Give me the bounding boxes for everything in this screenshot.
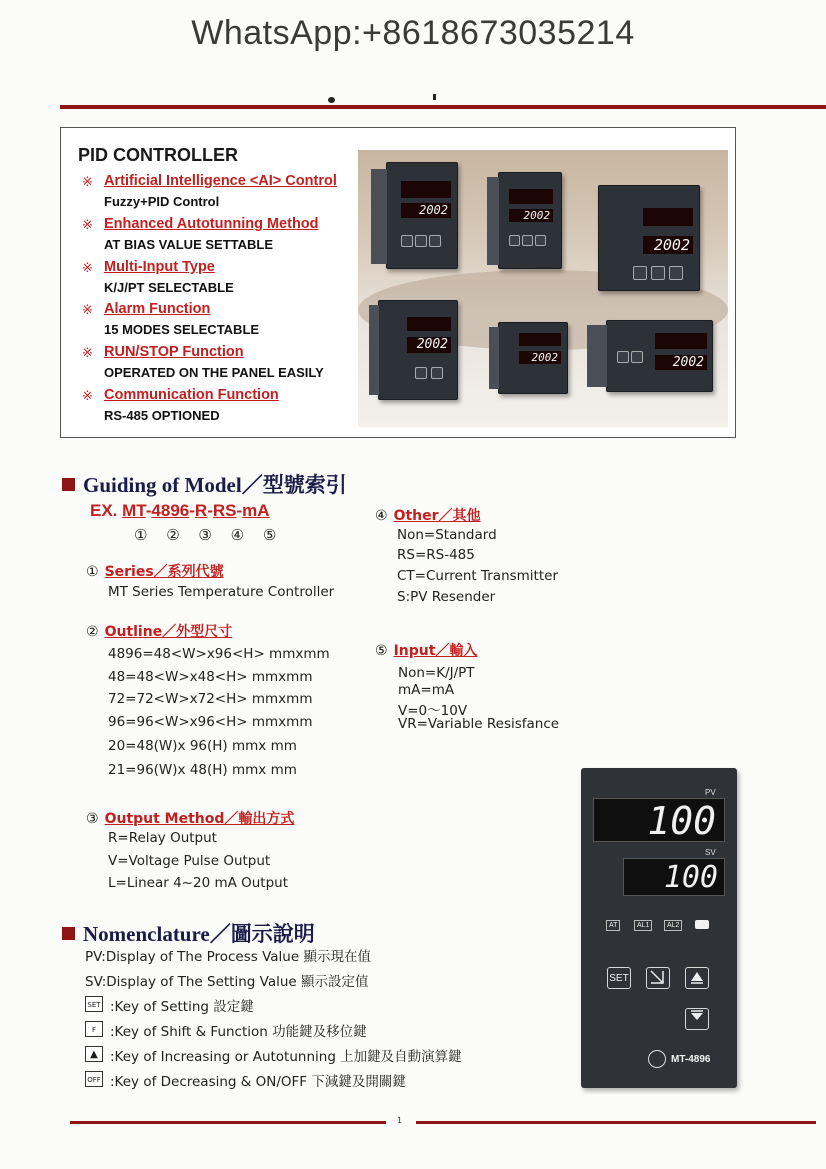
increase-key-icon: ▲ <box>85 1046 103 1062</box>
product-photo <box>358 150 728 427</box>
reference-mark-icon: ※ <box>82 174 93 189</box>
output-title: Output Method／輸出方式 <box>104 811 295 827</box>
example-part: RS <box>212 501 237 520</box>
circled-number: ⑤ <box>375 643 388 659</box>
feature-heading: Alarm Function <box>104 301 211 317</box>
outline-line: 48=48<W>x48<H> mmxmm <box>108 669 313 685</box>
up-triangle-icon <box>687 968 707 986</box>
footer-rule <box>70 1121 386 1124</box>
down-triangle-icon <box>687 1009 707 1027</box>
output-line: V=Voltage Pulse Output <box>108 853 271 869</box>
series-title: Series／系列代號 <box>104 564 224 580</box>
other-title: Other／其他 <box>393 508 481 524</box>
input-line: Non=K/J/PT <box>398 665 475 681</box>
reference-mark-icon: ※ <box>82 345 93 360</box>
feature-detail: OPERATED ON THE PANEL EASILY <box>104 365 324 380</box>
input-line: VR=Variable Resisfance <box>398 716 560 732</box>
page-number: 1 <box>397 1116 403 1125</box>
key-description: :Key of Decreasing & ON/OFF 下減鍵及開關鍵 <box>110 1074 406 1090</box>
key-description: :Key of Shift & Function 功能鍵及移位鍵 <box>110 1024 367 1040</box>
sv-label: SV <box>705 848 716 857</box>
outline-heading <box>86 621 232 641</box>
outline-line: 4896=48<W>x96<H> mmxmm <box>108 646 330 662</box>
brand-logo-icon <box>648 1050 666 1068</box>
reference-mark-icon: ※ <box>82 388 93 403</box>
outline-line: 21=96(W)x 48(H) mmx mm <box>108 762 297 778</box>
header-rule <box>60 105 826 109</box>
set-key-icon: SET <box>85 996 103 1012</box>
whatsapp-watermark: WhatsApp:+8618673035214 <box>191 14 635 52</box>
example-part: mA <box>242 501 270 520</box>
decorative-dot <box>328 97 335 103</box>
pv-label: PV <box>705 788 716 797</box>
increase-button[interactable] <box>685 967 709 989</box>
section-bullet <box>62 927 75 940</box>
set-button[interactable]: SET <box>607 967 631 989</box>
pv-display: 100 <box>593 798 725 842</box>
section-bullet <box>62 478 75 491</box>
other-heading <box>375 505 481 525</box>
output-line: L=Linear 4~20 mA Output <box>108 875 289 891</box>
circled-number: ② <box>86 624 99 640</box>
input-line: V=0～10V <box>398 703 468 719</box>
outline-line: 20=48(W)x 96(H) mmx mm <box>108 738 297 754</box>
example-part: R <box>194 501 208 520</box>
shift-function-icon <box>648 968 668 986</box>
example-part: 4896 <box>151 501 190 520</box>
controller-image: 2002 <box>606 320 713 392</box>
controller-image: 2002 <box>498 172 562 269</box>
feature-heading: Communication Function <box>104 387 279 403</box>
sv-display: 100 <box>623 858 725 896</box>
pv-description: PV:Display of The Process Value 顯示現在值 <box>85 949 371 965</box>
footer-rule <box>416 1121 816 1124</box>
al2-indicator: AL2 <box>664 920 682 931</box>
other-line: Non=Standard <box>397 527 497 543</box>
input-line: mA=mA <box>398 682 455 698</box>
feature-detail: 15 MODES SELECTABLE <box>104 322 260 337</box>
controller-image: 2002 <box>386 162 458 269</box>
key-description: :Key of Setting 設定鍵 <box>110 999 254 1015</box>
example-part: MT <box>122 501 146 520</box>
key-description: :Key of Increasing or Autotunning 上加鍵及自動演算鍵 <box>110 1049 462 1065</box>
feature-detail: RS-485 OPTIONED <box>104 408 220 423</box>
model-label: MT-4896 <box>671 1054 711 1065</box>
shift-function-button[interactable] <box>646 967 670 989</box>
output-heading <box>86 808 294 828</box>
status-lamp <box>695 920 709 929</box>
controller-image: 2002 <box>498 322 568 394</box>
input-title: Input／輸入 <box>393 643 478 659</box>
feature-heading: Artificial Intelligence <AI> Control <box>104 173 337 189</box>
other-line: S:PV Resender <box>397 589 496 605</box>
outline-line: 96=96<W>x96<H> mmxmm <box>108 714 313 730</box>
series-heading <box>86 561 224 581</box>
outline-title: Outline／外型尺寸 <box>104 624 233 640</box>
feature-heading: Multi-Input Type <box>104 259 215 275</box>
decorative-mark <box>433 94 436 100</box>
reference-mark-icon: ※ <box>82 217 93 232</box>
controller-image: 2002 <box>378 300 458 400</box>
controller-front-panel <box>581 768 737 1088</box>
feature-heading: Enhanced Autotunning Method <box>104 216 319 232</box>
feature-detail: AT BIAS VALUE SETTABLE <box>104 237 273 252</box>
series-line: MT Series Temperature Controller <box>108 584 335 600</box>
nomenclature-title-text: Nomenclature／圖示說明 <box>83 922 315 946</box>
guiding-title-text: Guiding of Model／型號索引 <box>83 473 347 497</box>
feature-title: PID CONTROLLER <box>78 145 238 165</box>
feature-detail: Fuzzy+PID Control <box>104 194 220 209</box>
reference-mark-icon: ※ <box>82 260 93 275</box>
example-part-numbers: ① ② ③ ④ ⑤ <box>134 526 277 544</box>
circled-number: ① <box>86 564 99 580</box>
input-heading <box>375 640 477 660</box>
example-prefix: EX. <box>90 501 118 520</box>
decrease-off-button[interactable] <box>685 1008 709 1030</box>
al1-indicator: AL1 <box>634 920 652 931</box>
circled-number: ③ <box>86 811 99 827</box>
controller-image: 2002 <box>598 185 700 291</box>
other-line: RS=RS-485 <box>397 547 475 563</box>
output-line: R=Relay Output <box>108 830 217 846</box>
at-indicator: AT <box>606 920 620 931</box>
sv-description: SV:Display of The Setting Value 顯示設定值 <box>85 974 369 990</box>
nomenclature-section-title <box>62 918 315 948</box>
outline-line: 72=72<W>x72<H> mmxmm <box>108 691 313 707</box>
decrease-off-key-icon: OFF <box>85 1071 103 1087</box>
circled-number: ④ <box>375 508 388 524</box>
reference-mark-icon: ※ <box>82 302 93 317</box>
feature-heading: RUN/STOP Function <box>104 344 244 360</box>
shift-function-key-icon: F <box>85 1021 103 1037</box>
other-line: CT=Current Transmitter <box>397 568 558 584</box>
model-example: EX. MT-4896-R-RS-mA <box>90 501 270 520</box>
feature-detail: K/J/PT SELECTABLE <box>104 280 234 295</box>
guiding-section-title <box>62 469 347 499</box>
